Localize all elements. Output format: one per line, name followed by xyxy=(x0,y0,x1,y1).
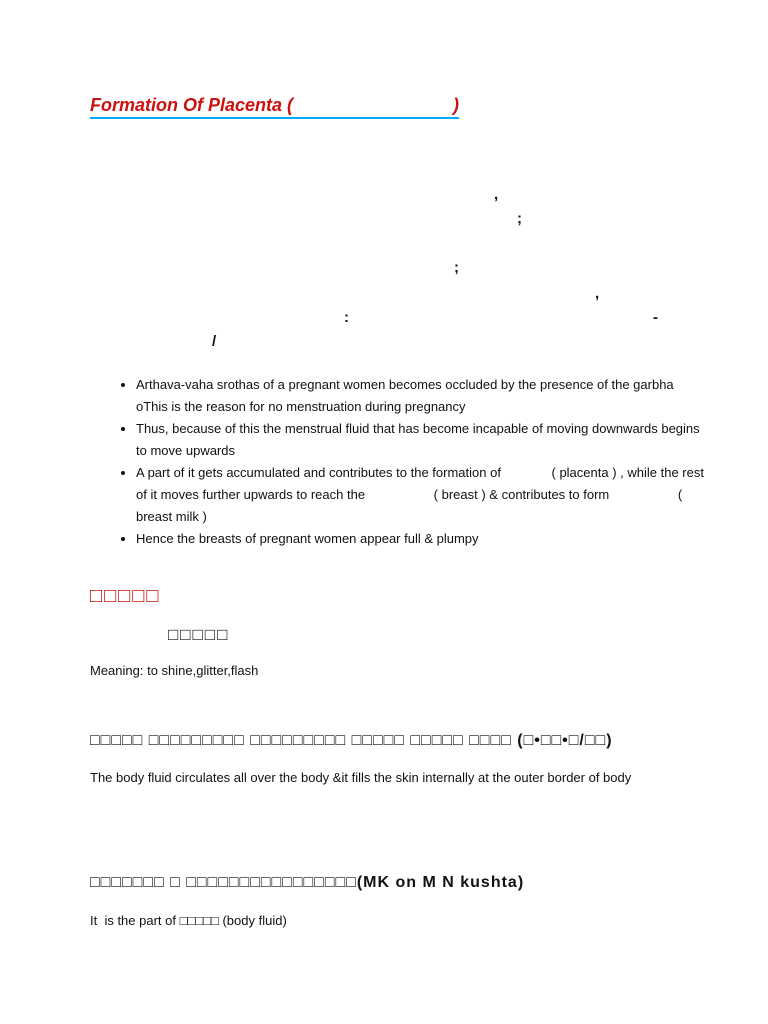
verse-line: □□□□□ □□□□□□□□□ □□□□□□□□□ □□□□□ □□□□□ □□□□ (□•□□•□/□□) xyxy=(90,732,613,749)
body-fluid-note: It is the part of □□□□□ (body fluid) xyxy=(90,913,287,928)
list-item: • A part of it gets accumulated and contributes to the formation of ( placenta ) , while the rest of it moves further upwards to reach the ( breast ) & contributes to form ( breast milk ) xyxy=(136,462,706,528)
list-item: • Thus, because of this the menstrual fluid that has become incapable of moving downwards begins to move upwards xyxy=(136,418,706,462)
text-fragment: : xyxy=(344,309,349,326)
text-fragment: , xyxy=(494,186,499,203)
verse-line-2: □□□□□□□ □ □□□□□□□□□□□□□□□□(MK on M N kushta) xyxy=(90,874,525,891)
text-fragment: / xyxy=(212,333,217,350)
sub-heading: □□□□□ xyxy=(168,625,230,644)
bullet-list xyxy=(112,374,706,550)
section-heading: □□□□□ xyxy=(90,585,161,607)
list-item: • Arthava-vaha srothas of a pregnant women becomes occluded by the presence of the garbha oThis is the reason for no menstruation during pregnancy xyxy=(136,374,706,418)
text-fragment: ; xyxy=(517,210,522,227)
meaning-text: Meaning: to shine,glitter,flash xyxy=(90,663,259,678)
verse-meaning: The body fluid circulates all over the body &it fills the skin internally at the outer border of body xyxy=(90,770,632,785)
page-title: Formation Of Placenta ( ) xyxy=(90,95,459,119)
text-fragment: ; xyxy=(454,259,459,276)
text-fragment: , xyxy=(595,285,600,302)
text-fragment: - xyxy=(653,309,658,326)
list-item: • Hence the breasts of pregnant women appear full & plumpy xyxy=(136,528,706,550)
